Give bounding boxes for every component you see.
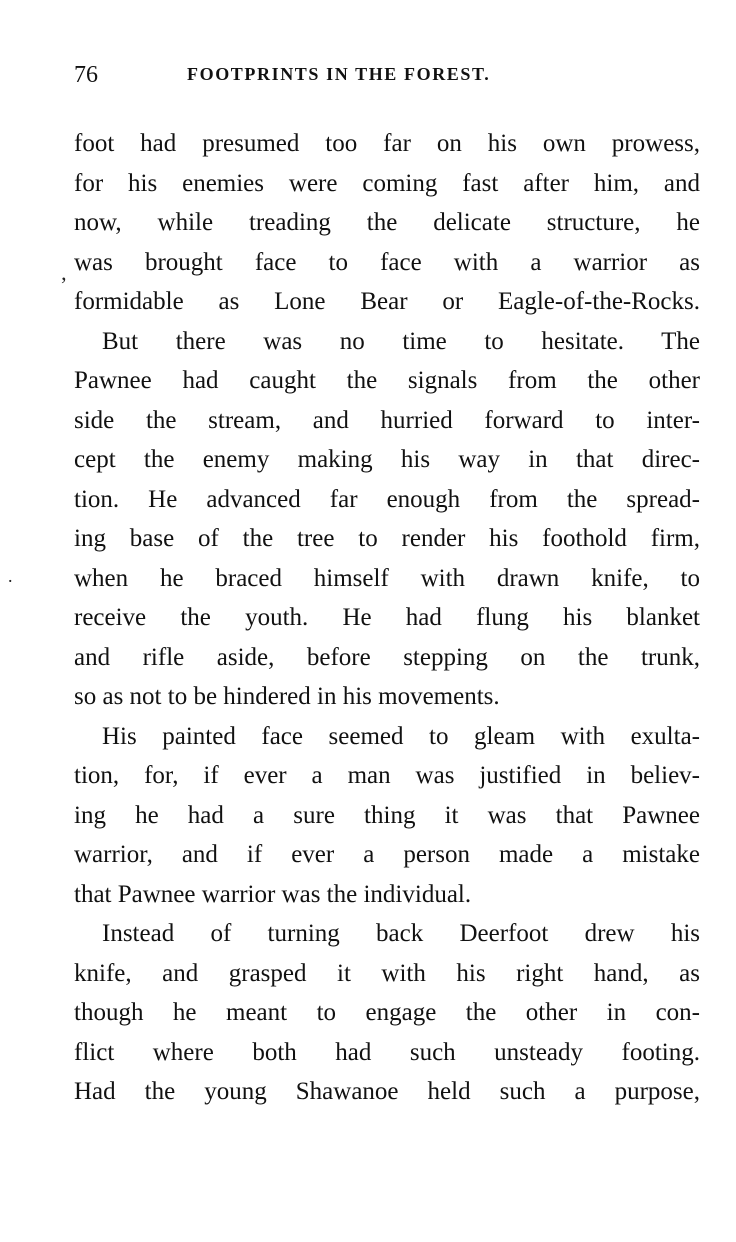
text-line: receive the youth. He had flung his blanket xyxy=(74,604,700,631)
text-line: and rifle aside, before stepping on the trunk, xyxy=(74,643,700,671)
text-line: side the stream, and hurried forward to inter- xyxy=(74,406,700,434)
text-line: so as not to be hindered in his movements. xyxy=(74,683,500,710)
text-line: tion, for, if ever a man was justified in believ- xyxy=(74,762,700,789)
text-line: But there was no time to hesitate. The xyxy=(102,327,700,355)
text-line: Pawnee had caught the signals from the other xyxy=(74,367,700,394)
text-line: Instead of turning back Deerfoot drew his xyxy=(102,920,700,947)
page-number: 76 xyxy=(74,62,98,88)
running-title: FOOTPRINTS IN THE FOREST. xyxy=(187,64,491,84)
body-text xyxy=(74,124,700,1112)
paragraph-4 xyxy=(74,914,700,1112)
text-line: foot had presumed too far on his own prowess, xyxy=(74,130,700,157)
text-line: when he braced himself with drawn knife, to xyxy=(74,564,700,592)
paragraph-3 xyxy=(74,717,700,915)
text-line: tion. He advanced far enough from the spread- xyxy=(74,485,700,513)
paragraph-1 xyxy=(74,124,700,322)
text-line: though he meant to engage the other in con- xyxy=(74,999,700,1026)
text-line: His painted face seemed to gleam with exulta- xyxy=(102,722,700,750)
text-line: warrior, and if ever a person made a mistake xyxy=(74,841,700,868)
text-line: now, while treading the delicate structure, he xyxy=(74,209,700,236)
stray-ink-dot: . xyxy=(8,566,13,586)
text-line: flict where both had such unsteady footing. xyxy=(74,1038,700,1066)
text-line: that Pawnee warrior was the individual. xyxy=(74,880,472,908)
text-line: Had the young Shawanoe held such a purpose, xyxy=(74,1078,700,1105)
text-line: ing base of the tree to render his foothold firm, xyxy=(74,525,700,552)
stray-ink-mark: ’ xyxy=(60,272,68,297)
text-line: knife, and grasped it with his right hand, as xyxy=(74,959,700,987)
text-line: formidable as Lone Bear or Eagle-of-the-Rocks. xyxy=(74,288,700,315)
text-line: was brought face to face with a warrior as xyxy=(74,248,700,276)
paragraph-2 xyxy=(74,322,700,717)
running-head xyxy=(74,62,634,90)
text-line: ing he had a sure thing it was that Pawnee xyxy=(74,801,700,829)
text-line: for his enemies were coming fast after him, and xyxy=(74,169,700,197)
text-line: cept the enemy making his way in that direc- xyxy=(74,446,700,473)
